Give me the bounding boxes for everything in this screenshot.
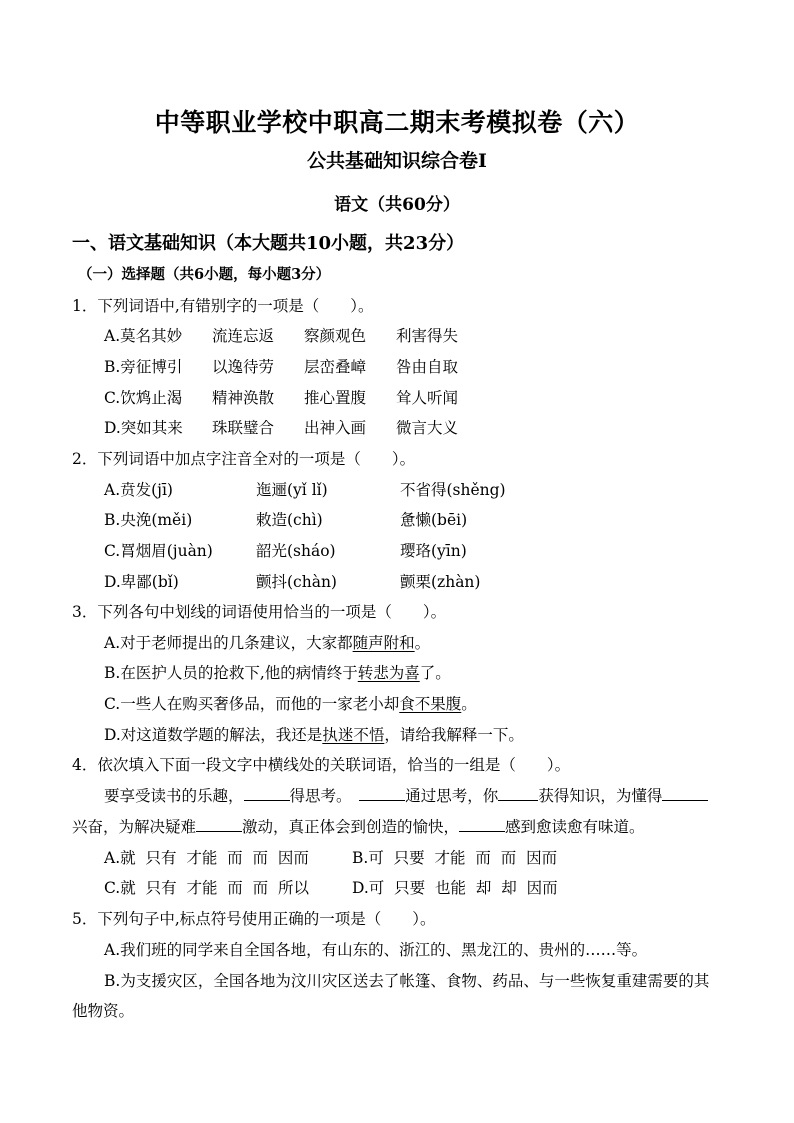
question-4-passage-line-1 [104,784,708,806]
option-text: 精神涣散 [212,389,275,407]
exam-subtitle: 公共基础知识综合卷Ⅰ [307,150,487,172]
option-text: ，请给我解释一下。 [384,726,524,744]
option-text: 层峦叠嶂 [304,358,367,376]
fill-blank [196,815,242,832]
fill-blank [498,784,538,801]
option-text: 咎由自取 [396,358,459,376]
option-text: A.对于老师提出的几条建议，大家都 [104,634,353,652]
option-text: B.在医护人员的抢救下,他的病情终于 [104,664,358,682]
option-text: 察颜观色 [304,327,367,345]
underlined-term: 食不果腹 [399,695,462,713]
option-text: 出神入画 [304,419,367,437]
option-text: C.罥烟眉(juàn) [104,542,213,560]
question-2-option-c [104,539,467,561]
question-5-option-b-continued: 他物资。 [72,1002,135,1020]
subject-heading: 语文（共60分） [334,195,460,215]
option-text: D.卑鄙(bǐ) [104,573,179,591]
option-text: D.突如其来 [104,419,183,437]
fill-blank [244,784,290,801]
option-text: 颤栗(zhàn) [400,573,481,591]
question-4-passage-line-2 [72,815,645,837]
question-1-option-d [104,416,458,438]
option-text: 以逸待劳 [212,358,275,376]
question-2-stem: 2．下列词语中加点字注音全对的一项是（ ）。 [72,450,416,468]
option-text: 耸人听闻 [396,389,459,407]
question-2-option-b [104,508,467,530]
option-text: 了。 [419,664,451,682]
option-text: C.饮鸩止渴 [104,389,183,407]
option-text: B.旁征博引 [104,358,183,376]
option-text: 。 [414,634,431,652]
passage-text: 感到愈读愈有味道。 [505,818,645,836]
option-text: 惫懒(bēi) [400,511,468,529]
question-4-option-c: C.就 只有 才能 而 而 所以 [104,879,310,897]
option-text: 韶光(sháo) [256,542,336,560]
passage-text: 得思考。 [289,787,344,805]
question-4-option-d: D.可 只要 也能 却 却 因而 [352,879,558,897]
option-text: 迤逦(yǐ lǐ) [256,481,328,499]
option-text: 微言大义 [396,419,459,437]
option-text: 不省得(shěng) [400,481,506,499]
question-5-option-b: B.为支援灾区，全国各地为汶川灾区送去了帐篷、食物、药品、与一些恢复重建需要的其 [104,972,710,990]
option-text: 敕造(chì) [256,511,323,529]
option-text: A.贲发(jī) [104,481,173,499]
option-text: 推心置腹 [304,389,367,407]
underlined-term: 转悲为喜 [357,664,420,682]
fill-blank [359,784,405,801]
option-text: 。 [461,695,477,713]
option-text: 珠联璧合 [212,419,275,437]
exam-title: 中等职业学校中职高二期末考模拟卷（六） [154,108,640,137]
option-text: B.央浼(měi) [104,511,193,529]
passage-text: 兴奋，为解决疑难 [72,818,197,836]
question-4-option-a: A.就 只有 才能 而 而 因而 [104,849,309,867]
question-3-option-c [104,692,477,714]
passage-text: 通过思考，你 [405,787,499,805]
passage-text: 激动，真正体会到创造的愉快， [242,818,460,836]
underlined-term: 随声附和 [352,634,415,652]
underlined-term: 执迷不悟 [322,726,385,744]
option-text: 璎珞(yīn) [400,542,467,560]
option-text: A.莫名其妙 [104,327,183,345]
fill-blank [662,784,708,801]
question-3-option-d [104,723,524,745]
passage-text: 要享受读书的乐趣， [104,787,244,805]
option-text: D.对这道数学题的解法，我还是 [104,726,323,744]
option-text: 流连忘返 [212,327,275,345]
question-2-option-a [104,478,506,500]
question-1-option-b [104,355,458,377]
question-5-option-a: A.我们班的同学来自全国各地，有山东的、浙江的、黑龙江的、贵州的……等。 [104,941,648,959]
question-5-stem: 5．下列句子中,标点符号使用正确的一项是（ ）。 [72,910,436,928]
passage-text: 获得知识，为懂得 [538,787,663,805]
question-3-option-a [104,631,430,653]
option-text: 颤抖(chàn) [256,573,337,591]
fill-blank [459,815,505,832]
question-4-option-b: B.可 只要 才能 而 而 因而 [352,849,558,867]
section-heading: 一、语文基础知识（本大题共10小题，共23分） [72,233,465,254]
question-1-stem: 1．下列词语中,有错别字的一项是（ ）。 [72,297,374,315]
subsection-heading: （一）选择题（共6小题，每小题3分） [78,266,331,283]
question-4-stem: 4．依次填入下面一段文字中横线处的关联词语，恰当的一组是（ ）。 [72,756,571,774]
question-1-option-a [104,324,458,346]
question-1-option-c [104,386,458,408]
question-3-option-b [104,661,451,683]
option-text: C.一些人在购买奢侈品，而他的一家老小却 [104,695,400,713]
option-text: 利害得失 [396,327,459,345]
question-3-stem: 3．下列各句中划线的词语使用恰当的一项是（ ）。 [72,603,447,621]
question-2-option-d [104,570,480,592]
